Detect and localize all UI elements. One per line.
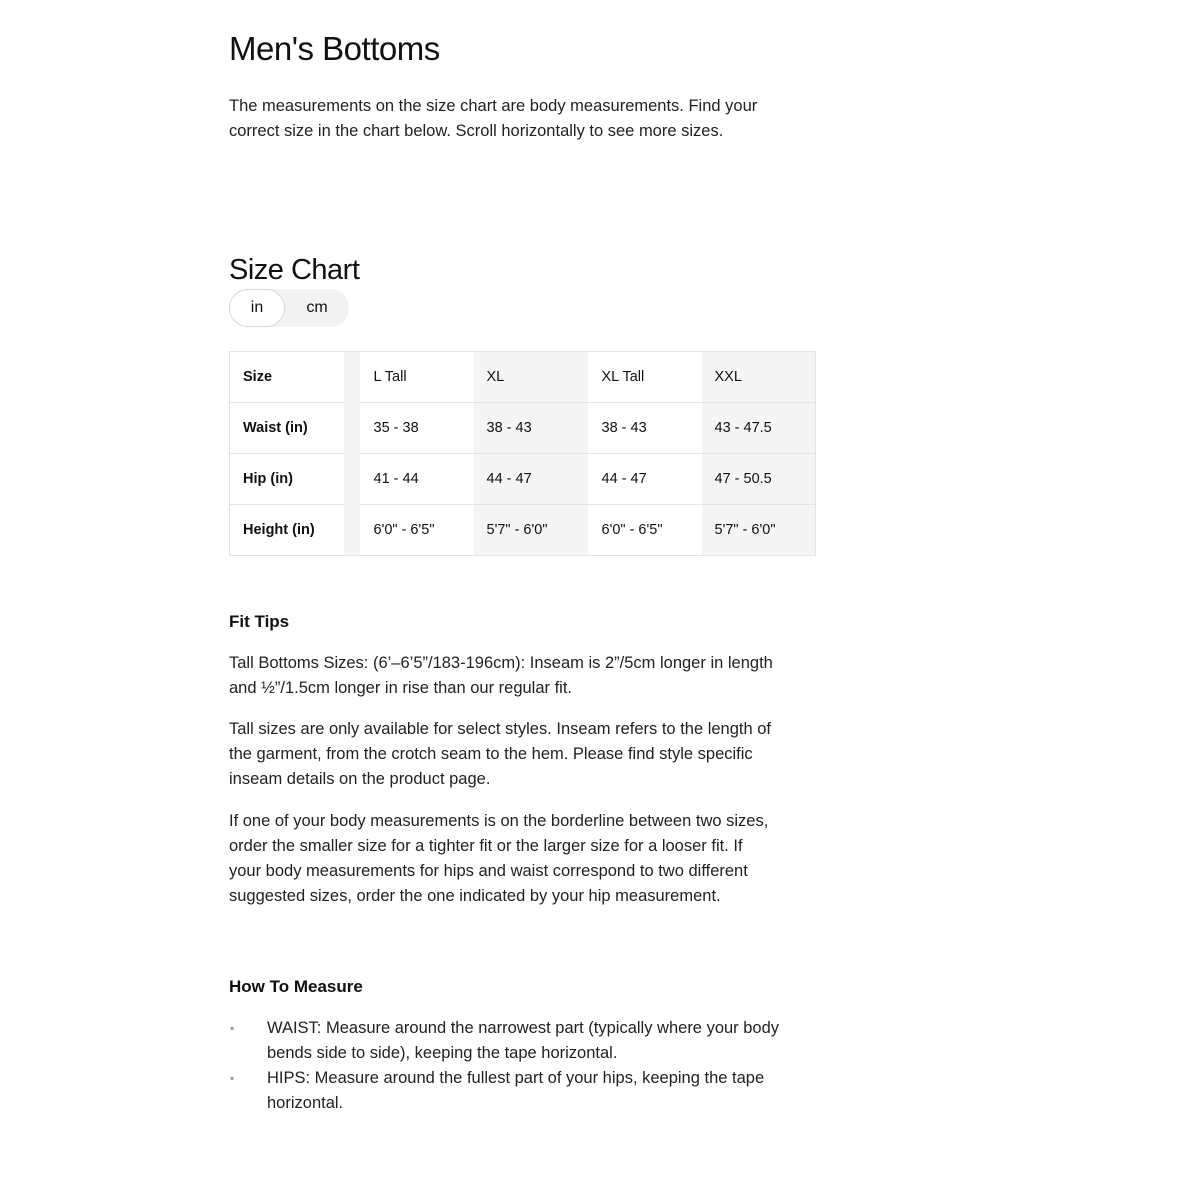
row-header-waist: Waist (in) (230, 403, 344, 454)
table-row-waist (230, 403, 816, 454)
column-header-xl-tall: XL Tall (588, 352, 702, 403)
column-header-xl: XL (474, 352, 588, 403)
row-header-hip: Hip (in) (230, 454, 344, 505)
measure-instruction-hips: HIPS: Measure around the fullest part of your hips, keeping the tape horizontal. (267, 1069, 765, 1112)
table-row-hip (230, 454, 816, 505)
fit-tip-paragraph: If one of your body measurements is on the borderline between two sizes, order the smaller size for a tighter fit or the larger size for a looser fit. If your body measurements for hips and waist correspond to two different suggested sizes, order the one indicated by your hip measurement. (229, 812, 769, 905)
table-cell: 43 - 47.5 (702, 403, 816, 454)
row-header-size: Size (230, 352, 344, 403)
table-cell: 38 - 43 (474, 403, 588, 454)
table-row-height (230, 505, 816, 556)
unit-option-in[interactable]: in (229, 289, 285, 327)
fit-tips-heading: Fit Tips (229, 612, 290, 631)
how-to-measure-heading: How To Measure (229, 977, 363, 996)
measure-instruction-waist: WAIST: Measure around the narrowest part (typically where your body bends side to side), keeping the tape horizontal. (267, 1019, 780, 1062)
table-cell: 5'7" - 6'0" (474, 505, 588, 556)
list-item (229, 1066, 789, 1116)
how-to-measure-list (229, 1016, 789, 1116)
table-cell: 5'7" - 6'0" (702, 505, 816, 556)
table-cell: 44 - 47 (474, 454, 588, 505)
fit-tip-paragraph: Tall sizes are only available for select styles. Inseam refers to the length of the garment, from the crotch seam to the hem. Please find style specific inseam details on the product page. (229, 720, 772, 788)
table-spacer (344, 403, 360, 454)
bullet-icon: ▪ (230, 1071, 235, 1085)
table-cell: 44 - 47 (588, 454, 702, 505)
fit-tip-paragraph: Tall Bottoms Sizes: (6’–6’5”/183-196cm): Inseam is 2”/5cm longer in length and ½”/1.5cm longer in rise than our regular fit. (229, 654, 773, 697)
table-cell: 47 - 50.5 (702, 454, 816, 505)
table-cell: 6'0" - 6'5" (360, 505, 474, 556)
column-header-l-tall: L Tall (360, 352, 474, 403)
page-title: Men's Bottoms (229, 30, 440, 67)
table-cell: 6'0" - 6'5" (588, 505, 702, 556)
unit-option-cm[interactable]: cm (306, 299, 328, 316)
size-chart-table[interactable] (229, 351, 816, 556)
unit-toggle (229, 289, 349, 327)
column-header-xxl: XXL (702, 352, 816, 403)
table-spacer (344, 505, 360, 556)
table-cell: 38 - 43 (588, 403, 702, 454)
size-chart-heading: Size Chart (229, 254, 360, 286)
table-cell: 35 - 38 (360, 403, 474, 454)
bullet-icon: ▪ (230, 1021, 235, 1035)
table-row-size (230, 352, 816, 403)
list-item (229, 1016, 789, 1066)
intro-text: The measurements on the size chart are body measurements. Find your correct size in the chart below. Scroll horizontally to see more sizes. (229, 97, 758, 140)
table-spacer (344, 454, 360, 505)
row-header-height: Height (in) (230, 505, 344, 556)
table-spacer (344, 352, 360, 403)
table-cell: 41 - 44 (360, 454, 474, 505)
